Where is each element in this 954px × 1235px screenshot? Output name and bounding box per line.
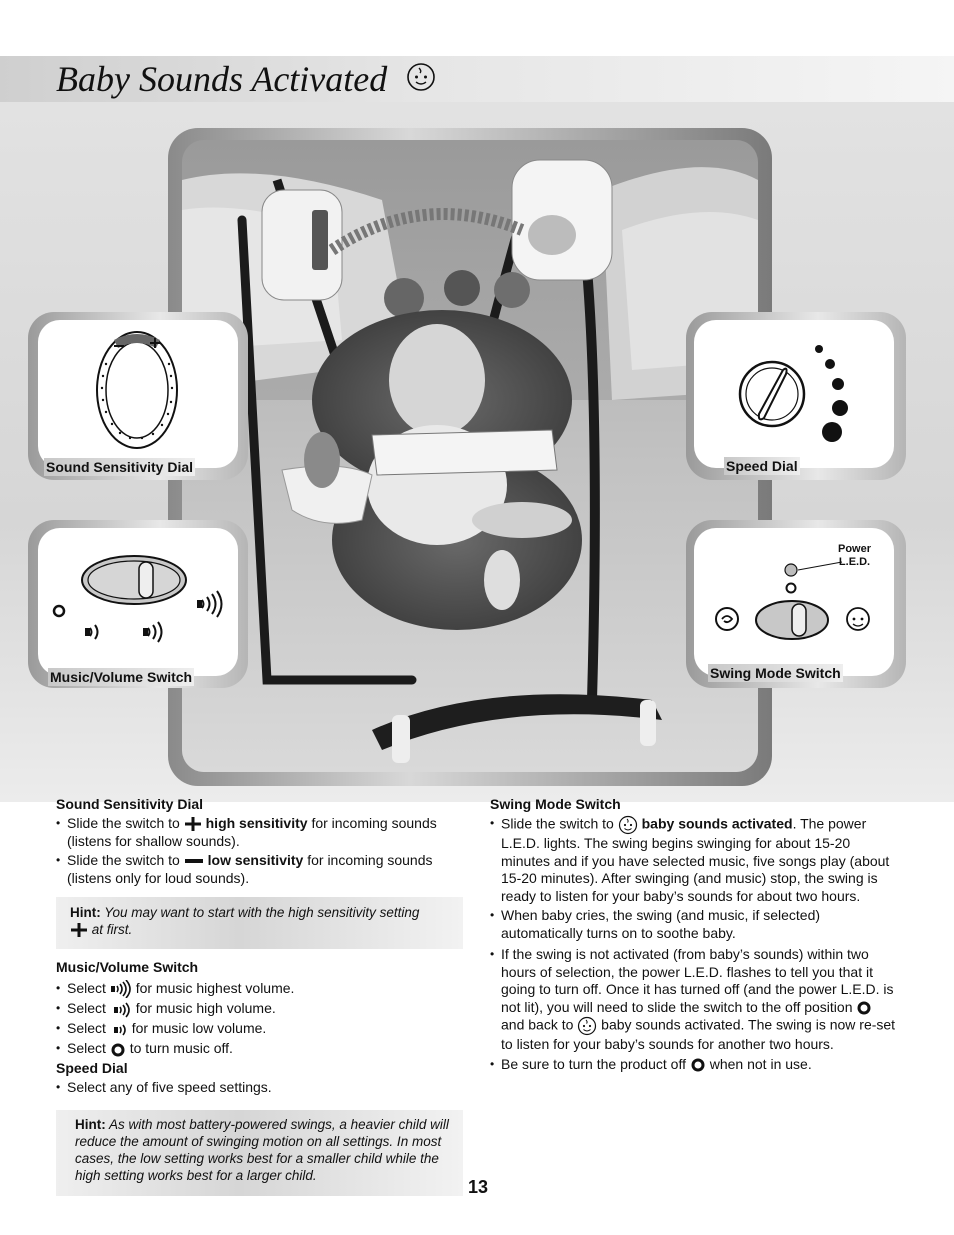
list-item: [490, 815, 898, 905]
baby-face-icon: [406, 62, 436, 92]
list-item: [490, 1056, 898, 1074]
swing-mode-section: [490, 795, 898, 1073]
list-text: Select: [67, 1040, 106, 1057]
baby-sounds-activated-text: baby sounds activated: [641, 815, 793, 832]
list-text: Slide the switch to: [501, 815, 614, 832]
list-text: for music highest volume.: [135, 980, 295, 996]
power-led-label-line2: L.E.D.: [838, 556, 871, 568]
list-item: • When baby cries, the swing (and music, if selected) automatically turns on to soothe baby.: [490, 907, 898, 942]
list-text: to turn music off.: [129, 1040, 233, 1057]
speed-dial-heading: Speed Dial: [56, 1060, 128, 1077]
list-text: and back to: [501, 1016, 574, 1033]
page-title: Baby Sounds Activated: [56, 59, 388, 99]
swing-mode-label: Swing Mode Switch: [710, 665, 841, 681]
off-icon: [110, 1042, 126, 1058]
baby-face-icon: [618, 815, 638, 835]
list-text: Select: [67, 1020, 106, 1037]
list-item: [490, 946, 898, 1054]
swing-mode-switch-icon: [712, 560, 880, 642]
list-text: baby sounds activated. The swing is now re-set to listen for your baby’s sounds for another two hours.: [501, 1016, 896, 1052]
minus-icon: [184, 856, 204, 866]
hint-body: at first.: [91, 922, 133, 937]
power-led-label-line1: Power: [838, 543, 872, 555]
plus-icon: [70, 923, 88, 937]
list-item: • Select any of five speed settings.: [56, 1079, 466, 1097]
hint-box-weight: [56, 1110, 463, 1196]
list-text: for incoming sounds (listens for shallow sounds).: [67, 815, 437, 849]
list-text: Slide the switch to: [67, 852, 180, 868]
list-text: Select: [67, 980, 106, 996]
list-text: for music low volume.: [131, 1020, 267, 1037]
list-item: [56, 1038, 466, 1058]
low-sensitivity-text: low sensitivity: [207, 852, 304, 868]
off-icon: [690, 1057, 706, 1073]
speed-dial-icon: [736, 340, 856, 448]
sound-sensitivity-label: Sound Sensitivity Dial: [46, 459, 194, 475]
hint-body: You may want to start with the high sensitivity setting: [104, 905, 420, 920]
sound-sensitivity-heading: Sound Sensitivity Dial: [56, 796, 204, 812]
list-text: . The power L.E.D. lights. The swing begins swinging for about 15-20 minutes and if you have selected music, five songs play (about 15-20 minutes). After swinging (and music) stop, the swing is ready to listen for your baby’s sounds for about two hours.: [501, 815, 890, 904]
list-item: [56, 998, 466, 1018]
list-text: for incoming sounds (listens only for loud sounds).: [67, 852, 433, 886]
swing-photo: [182, 140, 758, 772]
list-text: when not in use.: [709, 1055, 812, 1072]
list-text: Select: [67, 1000, 106, 1017]
high-sensitivity-text: high sensitivity: [205, 815, 308, 831]
speed-dial-label: Speed Dial: [726, 458, 798, 474]
list-text: Slide the switch to: [67, 815, 180, 831]
volume-high-icon: [110, 1002, 132, 1018]
plus-icon: [184, 817, 202, 831]
list-item: [56, 978, 466, 998]
list-item: [56, 815, 466, 850]
list-text: Be sure to turn the product off: [501, 1055, 686, 1072]
list-text: for music high volume.: [135, 1000, 276, 1017]
music-volume-heading: Music/Volume Switch: [56, 959, 199, 975]
music-volume-label: Music/Volume Switch: [50, 669, 193, 685]
list-item: [56, 1018, 466, 1038]
hint-text: [75, 1116, 453, 1184]
page-number: 13: [468, 1177, 489, 1197]
hint-label: Hint:: [70, 905, 101, 920]
volume-highest-icon: [110, 980, 132, 998]
hint-label: Hint:: [75, 1117, 106, 1132]
off-icon: [856, 1000, 872, 1016]
sound-sensitivity-section: [56, 795, 466, 887]
list-item: [56, 852, 466, 887]
hint-text: [70, 904, 455, 938]
hint-box-sensitivity: [56, 897, 463, 949]
baby-face-icon: [577, 1016, 597, 1036]
list-text: If the swing is not activated (from baby’s sounds) within two hours of selection, the power L.E.D. flashes to tell you that it going to turn off. Once it has turned off (and the power L.E.D. is not lit), you will need to slide the switch to the off position: [501, 946, 894, 1015]
music-volume-section: [56, 958, 466, 1097]
hint-body: As with most battery-powered swings, a heavier child will reduce the amount of swinging motion on all settings. In most cases, the low setting works best for a smaller child while the high setting works best for a larger child.: [75, 1117, 449, 1183]
sound-sensitivity-dial-icon: [92, 326, 182, 452]
swing-mode-heading: Swing Mode Switch: [490, 796, 621, 812]
volume-low-icon: [110, 1023, 128, 1037]
music-volume-switch-icon: [50, 552, 226, 648]
